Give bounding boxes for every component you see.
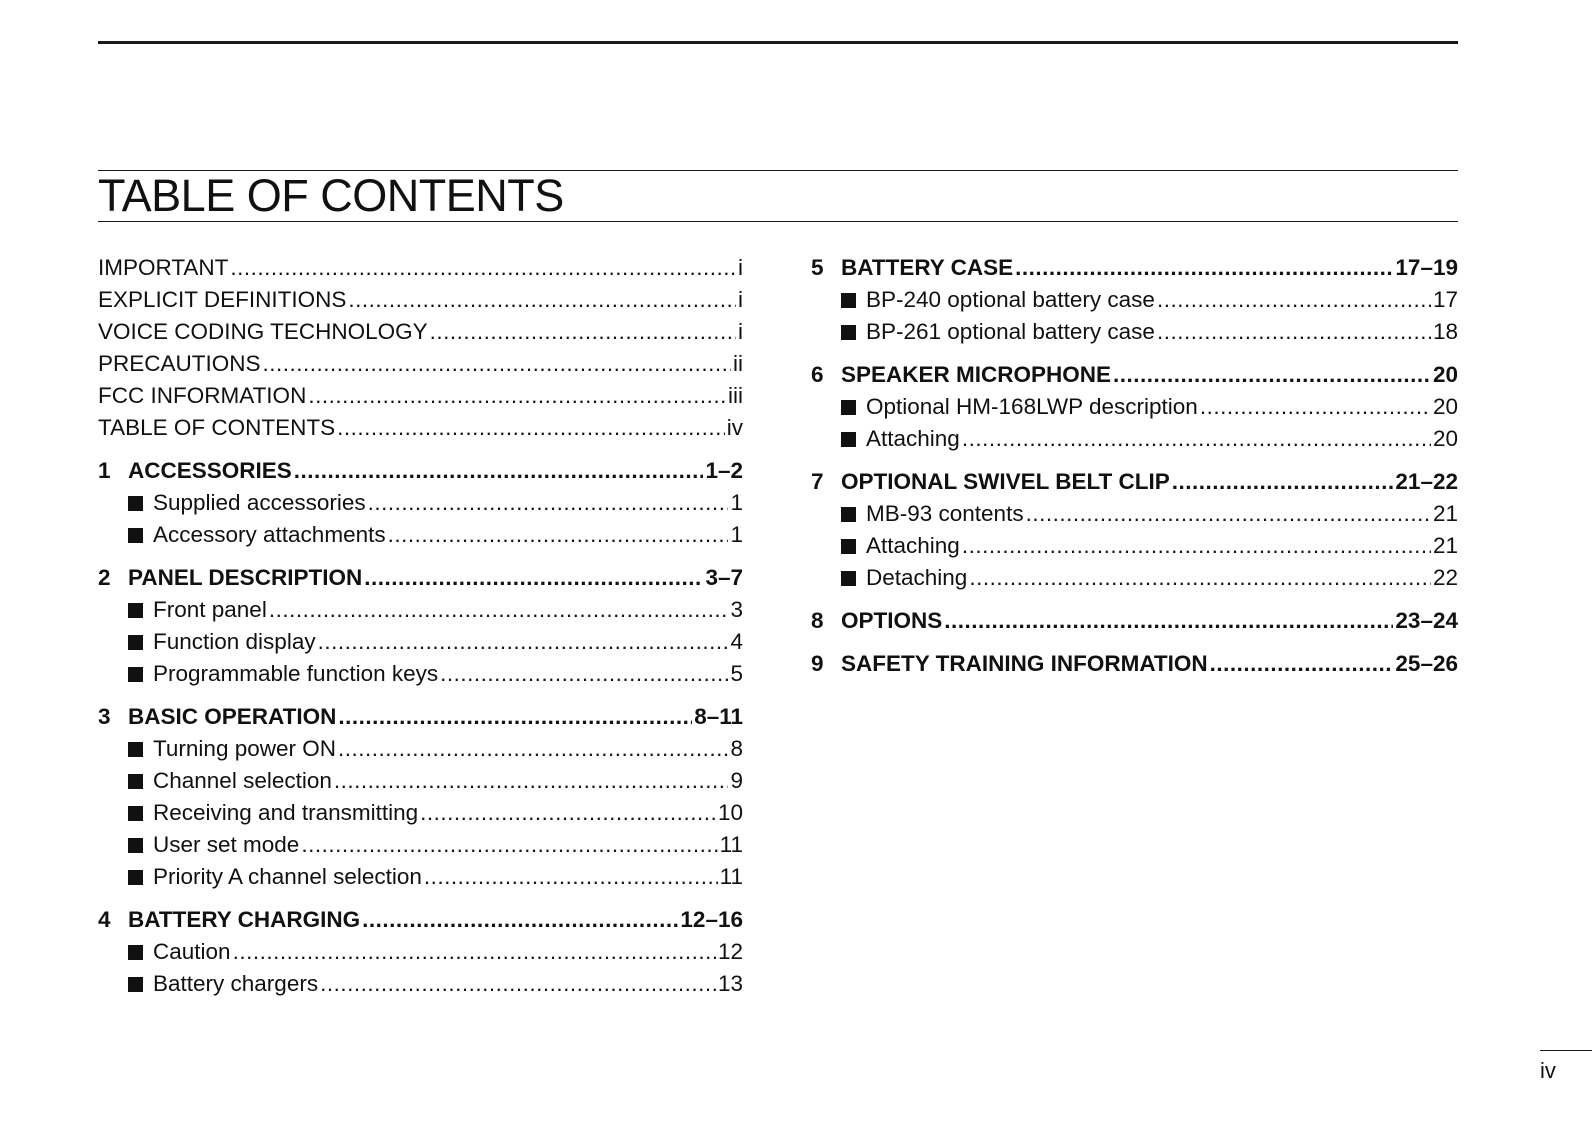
square-bullet-icon [128,496,143,511]
square-bullet-icon [841,293,856,308]
toc-chapter-1[interactable]: 1 ACCESSORIES ..... 1–2 [98,455,743,487]
toc-section[interactable]: Programmable function keys ..... 5 [98,658,743,690]
toc-entry-table-of-contents[interactable]: TABLE OF CONTENTS ..... iv [98,412,743,444]
square-bullet-icon [128,977,143,992]
toc-chapter-9[interactable]: 9 SAFETY TRAINING INFORMATION ..... 25–26 [811,648,1458,680]
square-bullet-icon [128,742,143,757]
square-bullet-icon [841,539,856,554]
page-title: TABLE OF CONTENTS [98,170,564,221]
square-bullet-icon [128,774,143,789]
square-bullet-icon [128,806,143,821]
toc-section[interactable]: Priority A channel selection ..... 11 [98,861,743,893]
toc-entry-precautions[interactable]: PRECAUTIONS ..... ii [98,348,743,380]
toc-section[interactable]: Accessory attachments ..... 1 [98,519,743,551]
square-bullet-icon [841,432,856,447]
toc-section[interactable]: Detaching ..... 22 [811,562,1458,594]
toc-section[interactable]: Supplied accessories ..... 1 [98,487,743,519]
toc-chapter-8[interactable]: 8 OPTIONS ..... 23–24 [811,605,1458,637]
square-bullet-icon [841,325,856,340]
toc-chapter-7[interactable]: 7 OPTIONAL SWIVEL BELT CLIP ..... 21–22 [811,466,1458,498]
toc-column-left [98,252,743,1000]
toc-section[interactable]: BP-240 optional battery case ..... 17 [811,284,1458,316]
square-bullet-icon [128,945,143,960]
toc-section[interactable]: Function display ..... 4 [98,626,743,658]
toc-chapter-5[interactable]: 5 BATTERY CASE ..... 17–19 [811,252,1458,284]
toc-entry-explicit-definitions[interactable]: EXPLICIT DEFINITIONS ..... i [98,284,743,316]
toc-section[interactable]: Optional HM-168LWP description ..... 20 [811,391,1458,423]
toc-section[interactable]: Battery chargers ..... 13 [98,968,743,1000]
toc-section[interactable]: MB-93 contents ..... 21 [811,498,1458,530]
toc-section[interactable]: Channel selection ..... 9 [98,765,743,797]
square-bullet-icon [128,528,143,543]
toc-entry-fcc-information[interactable]: FCC INFORMATION ..... iii [98,380,743,412]
square-bullet-icon [841,571,856,586]
square-bullet-icon [841,507,856,522]
toc-chapter-3[interactable]: 3 BASIC OPERATION ..... 8–11 [98,701,743,733]
toc-section[interactable]: Attaching ..... 21 [811,530,1458,562]
toc-section[interactable]: BP-261 optional battery case ..... 18 [811,316,1458,348]
toc-column-right [811,252,1458,680]
toc-section[interactable]: Front panel ..... 3 [98,594,743,626]
page-number: iv [1540,1058,1556,1083]
square-bullet-icon [128,635,143,650]
toc-chapter-4[interactable]: 4 BATTERY CHARGING ..... 12–16 [98,904,743,936]
toc-section[interactable]: Attaching ..... 20 [811,423,1458,455]
square-bullet-icon [128,603,143,618]
toc-entry-voice-coding[interactable]: VOICE CODING TECHNOLOGY ..... i [98,316,743,348]
toc-section[interactable]: Turning power ON ..... 8 [98,733,743,765]
header-rule [98,41,1458,44]
footer-rule [1540,1050,1592,1051]
toc-entry-important[interactable]: IMPORTANT ..... i [98,252,743,284]
toc-section[interactable]: Receiving and transmitting ..... 10 [98,797,743,829]
square-bullet-icon [128,870,143,885]
square-bullet-icon [841,400,856,415]
toc-section[interactable]: User set mode ..... 11 [98,829,743,861]
toc-section[interactable]: Caution ..... 12 [98,936,743,968]
square-bullet-icon [128,838,143,853]
square-bullet-icon [128,667,143,682]
title-rule-bottom [98,221,1458,222]
toc-chapter-2[interactable]: 2 PANEL DESCRIPTION ..... 3–7 [98,562,743,594]
toc-chapter-6[interactable]: 6 SPEAKER MICROPHONE ..... 20 [811,359,1458,391]
